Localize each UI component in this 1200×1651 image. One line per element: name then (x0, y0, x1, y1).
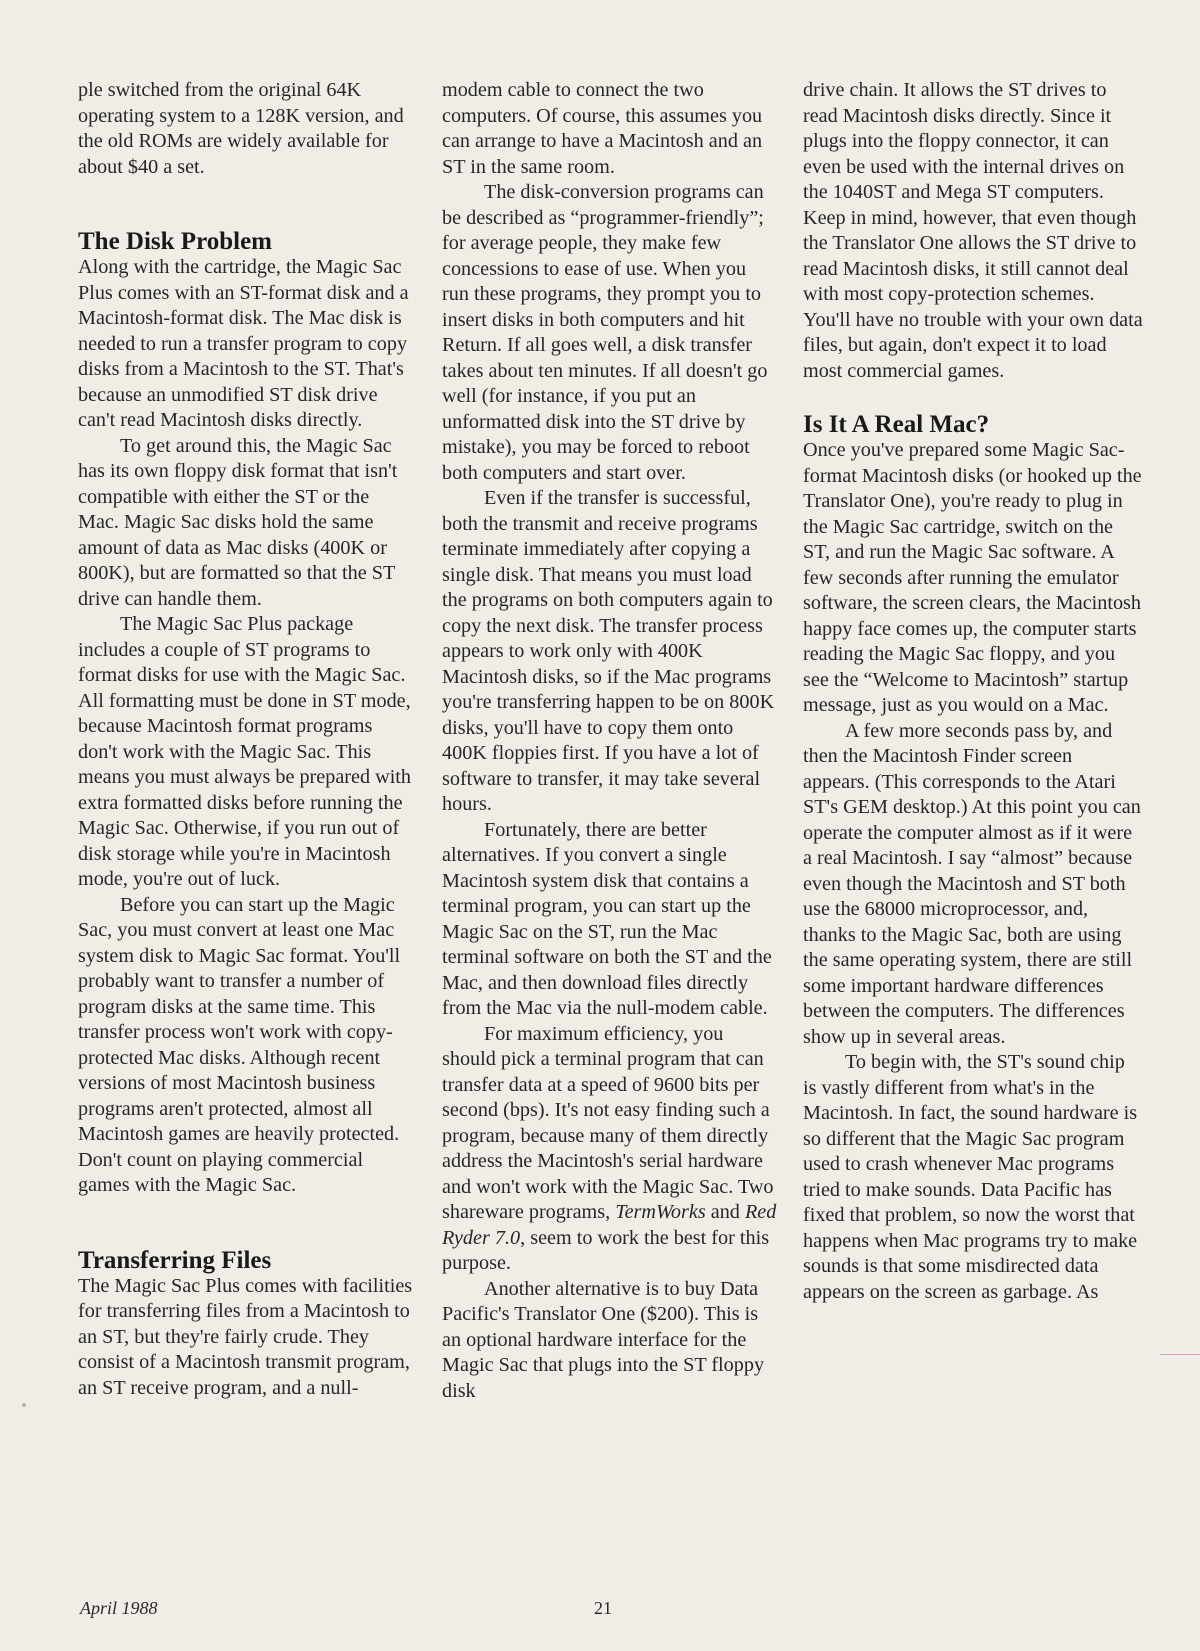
paragraph: modem cable to connect the two computers. Of course, this assumes you can arrange to have a Macintosh and an ST in the same room. (442, 79, 763, 178)
paragraph: drive chain. It allows the ST drives to read Macintosh disks directly. Since it plugs into the floppy connector, it can even be used with the internal drives on the 1040ST and Mega ST computers. Keep in mind, however, that even though the Translator One allows the ST drive to read Macintosh disks, it still cannot deal with most copy-protection schemes. You'll have no trouble with your own data files, but again, don't expect it to load most commercial games. (803, 79, 1143, 382)
paragraph: Fortunately, there are better alternatives. If you convert a single Macintosh system disk that contains a terminal program, you can start up the Magic Sac on the ST, run the Mac terminal software on both the ST and the Mac, and then download files directly from the Mac via the null-modem cable. (442, 818, 772, 1019)
text-run: and (705, 1201, 745, 1223)
scan-speck (22, 1403, 26, 1407)
section-heading-disk-problem: The Disk Problem (78, 228, 272, 255)
paragraph: Even if the transfer is successful, both the transmit and receive programs terminate immediately after copying a single disk. That means you must load the programs on both computers again to copy the next disk. The transfer process appears to work only with 400K Macintosh disks, so if the Mac programs you're transferring happen to be on 800K disks, you'll have to copy them onto 400K floppies first. If you have a lot of software to transfer, it may take several hours. (442, 487, 775, 815)
page-number: 21 (594, 1598, 612, 1618)
paragraph: Along with the cartridge, the Magic Sac Plus comes with an ST-format disk and a Macintosh-format disk. The Mac disk is needed to run a transfer program to copy disks from a Macintosh to the ST. That's because an unmodified ST disk drive can't read Macintosh disks directly. (78, 256, 409, 431)
paragraph: To begin with, the ST's sound chip is vastly different from what's in the Macintosh. In fact, the sound hardware is so different that the Magic Sac program used to crash whenever Mac programs tried to make sounds. Data Pacific has fixed that problem, so now the worst that happens when Mac programs try to make sounds is that some misdirected data appears on the screen as garbage. As (803, 1051, 1138, 1303)
column-2 (442, 78, 777, 1404)
paragraph: Once you've prepared some Magic Sac-format Macintosh disks (or hooked up the Translator One), you're ready to plug in the Magic Sac cartridge, switch on the ST, and run the Magic Sac software. A few seconds after running the emulator software, the screen clears, the Macintosh happy face comes up, the computer starts reading the Magic Sac floppy, and you see the “Welcome to Macintosh” startup message, just as you would on a Mac. (803, 439, 1142, 716)
paragraph: The Magic Sac Plus comes with facilities for transferring files from a Macintosh to an ST, but they're fairly crude. They consist of a Macintosh transmit program, an ST receive program, and a null- (78, 1274, 413, 1399)
paragraph: ple switched from the original 64K operating system to a 128K version, and the old ROMs are widely available for about $40 a set. (78, 79, 404, 178)
issue-date: April 1988 (80, 1598, 158, 1618)
paragraph: Another alternative is to buy Data Pacific's Translator One ($200). This is an optional hardware interface for the Magic Sac that plugs into the ST floppy disk (442, 1277, 765, 1402)
paragraph: Before you can start up the Magic Sac, you must convert at least one Mac system disk to Magic Sac format. You'll probably want to transfer a number of program disks at the same time. This transfer process won't work with copy-protected Mac disks. Although recent versions of most Macintosh business programs aren't protected, almost all Macintosh games are heavily protected. Don't count on playing commercial games with the Magic Sac. (78, 893, 401, 1196)
paragraph: A few more seconds pass by, and then the Macintosh Finder screen appears. (This corresponds to the Atari ST's GEM desktop.) At this point you can operate the computer almost as if it were a real Macintosh. I say “almost” because even though the Macintosh and ST both use the 68000 microprocessor, and, thanks to the Magic Sac, both are using the same operating system, there are still some important hardware differences between the computers. The differences show up in several areas. (803, 719, 1141, 1048)
column-1 (78, 78, 413, 1401)
paragraph: The Magic Sac Plus package includes a couple of ST programs to format disks for use with the Magic Sac. All formatting must be done in ST mode, because Macintosh format programs don't work with the Magic Sac. This means you must always be prepared with extra formatted disks before running the Magic Sac. Otherwise, if you run out of disk storage while you're in Macintosh mode, you're out of luck. (78, 613, 412, 890)
section-heading-transferring-files: Transferring Files (78, 1246, 272, 1274)
edge-mark (1160, 1354, 1200, 1355)
paragraph: To get around this, the Magic Sac has its own floppy disk format that isn't compatible with either the ST or the Mac. Magic Sac disks hold the same amount of data as Mac disks (400K or 800K), but are formatted so that the ST drive can handle them. (78, 434, 398, 610)
column-3 (803, 78, 1143, 1305)
paragraph: The disk-conversion programs can be described as “programmer-friendly”; for average people, they make few concessions to ease of use. When you run these programs, they prompt you to insert disks in both computers and hit Return. If all goes well, a disk transfer takes about ten minutes. If all doesn't go well (for instance, if you put an unformatted disk into the ST drive by mistake), you may be forced to reboot both computers and start over. (442, 181, 768, 484)
software-title: Red Ryder 7.0 (442, 1201, 777, 1249)
text-run: For maximum efficiency, you should pick a terminal program that can transfer data at a speed of 9600 bits per second (bps). It's not easy finding such a program, because many of them directly address the Macintosh's serial hardware and won't work with the Magic Sac. Two shareware programs, (442, 1022, 774, 1223)
paragraph (442, 1022, 777, 1277)
text-run: , seem to work the best for this purpose. (442, 1226, 770, 1274)
section-heading-real-mac: Is It A Real Mac? (803, 411, 990, 438)
software-title: TermWorks (615, 1201, 706, 1223)
